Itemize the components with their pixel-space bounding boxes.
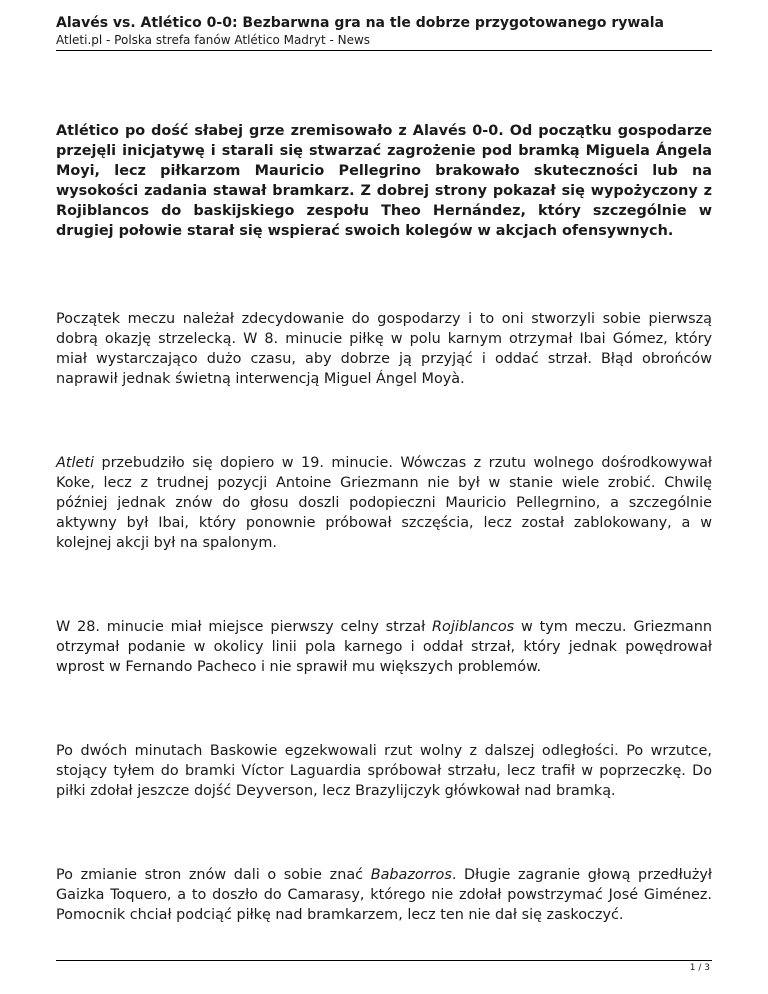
paragraph-1: Początek meczu należał zdecydowanie do gospodarzy i to oni stworzyli sobie pierwszą dobrą okazję strzelecką. W 8. minucie piłkę w polu karnym otrzymał Ibai Gómez, który miał wystarczająco dużo czasu, aby dobrze ją przyjąć i oddać strzał. Błąd obrońców naprawił jednak świetną interwencją Miguel Ángel Moyà. <box>56 311 712 387</box>
paragraph-5-text-b: . Długie zagranie głową przedłużył Gaizka Toquero, a to doszło do Camarasy, którego nie zdołał powstrzymać José Giménez. Pomocnik chciał podciąć piłkę nad bramkarzem, lecz ten nie dał się zaskoczyć. <box>56 867 712 923</box>
article-body <box>56 121 712 925</box>
article-title: Alavés vs. Atlético 0-0: Bezbarwna gra na tle dobrze przygotowanego rywala <box>56 15 664 31</box>
header-divider <box>56 50 712 51</box>
paragraph-4: Po dwóch minutach Baskowie egzekwowali rzut wolny z dalszej odległości. Po wrzutce, stojący tyłem do bramki Víctor Laguardia spróbował strzału, lecz trafił w poprzeczkę. Do piłki zdołał jeszcze dojść Deyverson, lecz Brazylijczyk główkował nad bramką. <box>56 743 712 799</box>
paragraph-3-text-b: w tym meczu. Griezmann otrzymał podanie w okolicy linii pola karnego i oddał strzał, który jednak powędrował wprost w Fernando Pacheco i nie sprawił mu większych problemów. <box>56 619 712 675</box>
paragraph-3 <box>56 617 712 677</box>
emphasis-babazorros: Babazorros <box>370 867 452 883</box>
emphasis-atleti: Atleti <box>56 455 94 471</box>
footer-divider <box>56 960 712 961</box>
site-name: Atleti.pl - Polska strefa fanów Atlético Madryt - News <box>56 33 371 47</box>
paragraph-2-text: przebudziło się dopiero w 19. minucie. Wówczas z rzutu wolnego dośrodkowywał Koke, lecz z trudnej pozycji Antoine Griezmann nie był w stanie wiele zrobić. Chwilę później jednak znów do głosu doszli podopieczni Mauricio Pellegrnino, a szczególnie aktywny był Ibai, który ponownie próbował szczęścia, lecz został zablokowany, a w kolejnej akcji był na spalonym. <box>56 455 712 551</box>
emphasis-rojiblancos: Rojiblancos <box>432 619 515 635</box>
article-lead: Atlético po dość słabej grze zremisowało z Alavés 0-0. Od początku gospodarze przejęli inicjatywę i starali się stwarzać zagrożenie pod bramką Miguela Ángela Moyi, lecz piłkarzom Mauricio Pellegrino brakowało skuteczności lub na wysokości zadania stawał bramkarz. Z dobrej strony pokazał się wypożyczony z Rojiblancos do baskijskiego zespołu Theo Hernández, który szczególnie w drugiej połowie starał się wspierać swoich kolegów w akcjach ofensywnych. <box>56 123 712 239</box>
page-number: 1 / 3 <box>689 963 710 973</box>
paragraph-2 <box>56 453 712 553</box>
paragraph-5-text-a: Po zmianie stron znów dali o sobie znać <box>56 867 371 883</box>
page-header <box>56 14 712 48</box>
paragraph-5 <box>56 865 712 925</box>
paragraph-3-text-a: W 28. minucie miał miejsce pierwszy celny strzał <box>56 619 433 635</box>
